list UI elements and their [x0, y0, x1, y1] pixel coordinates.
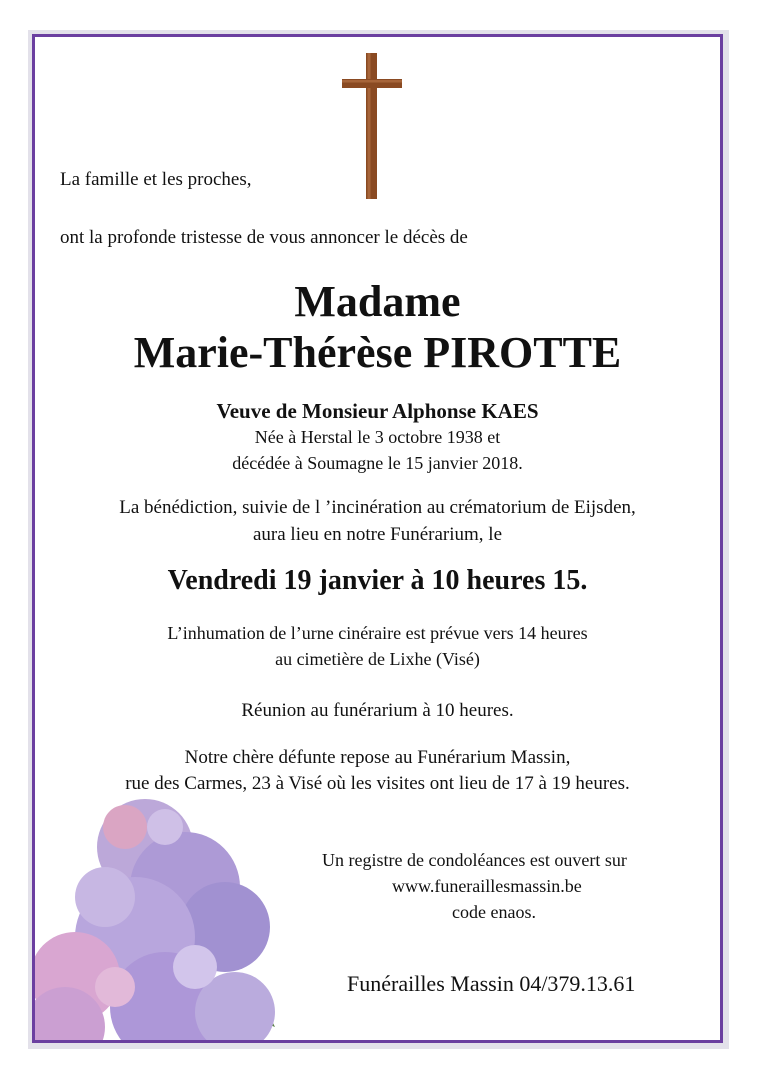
death-notice-card — [32, 34, 723, 1043]
urn-line-2: au cimetière de Lixhe (Visé) — [275, 649, 480, 669]
cross-icon — [340, 53, 404, 199]
urn-line-1: L’inhumation de l’urne cinéraire est prévue vers 14 heures — [167, 623, 588, 643]
ceremony-date: Vendredi 19 janvier à 10 heures 15. — [167, 565, 588, 596]
name-title: Madame — [294, 277, 461, 326]
meeting-line: Réunion au funérarium à 10 heures. — [241, 700, 514, 721]
rest-line-2: rue des Carmes, 23 à Visé où les visites ont lieu de 17 à 19 heures. — [125, 773, 630, 794]
ceremony-line-2: aura lieu en notre Funérarium, le — [252, 524, 502, 545]
widow-of: Veuve de Monsieur Alphonse KAES — [216, 399, 539, 423]
intro-line-2: ont la profonde tristesse de vous annoncer le décès de — [60, 227, 468, 248]
ceremony-line-1: La bénédiction, suivie de l ’incinération au crématorium de Eijsden, — [119, 497, 636, 518]
birth-line: Née à Herstal le 3 octobre 1938 et — [254, 427, 501, 447]
registry-url[interactable]: www.funeraillesmassin.be — [392, 876, 582, 896]
intro-line-1: La famille et les proches, — [60, 169, 252, 190]
name-full: Marie-Thérèse PIROTTE — [133, 328, 622, 377]
rest-line-1: Notre chère défunte repose au Funérarium Massin, — [184, 747, 571, 768]
hydrangea-flowers-image — [35, 787, 285, 1040]
death-line: décédée à Soumagne le 15 janvier 2018. — [232, 453, 523, 473]
registry-code: code enaos. — [452, 902, 536, 922]
registry-line-1: Un registre de condoléances est ouvert sur — [322, 850, 627, 870]
footer-contact: Funérailles Massin 04/379.13.61 — [347, 971, 636, 996]
